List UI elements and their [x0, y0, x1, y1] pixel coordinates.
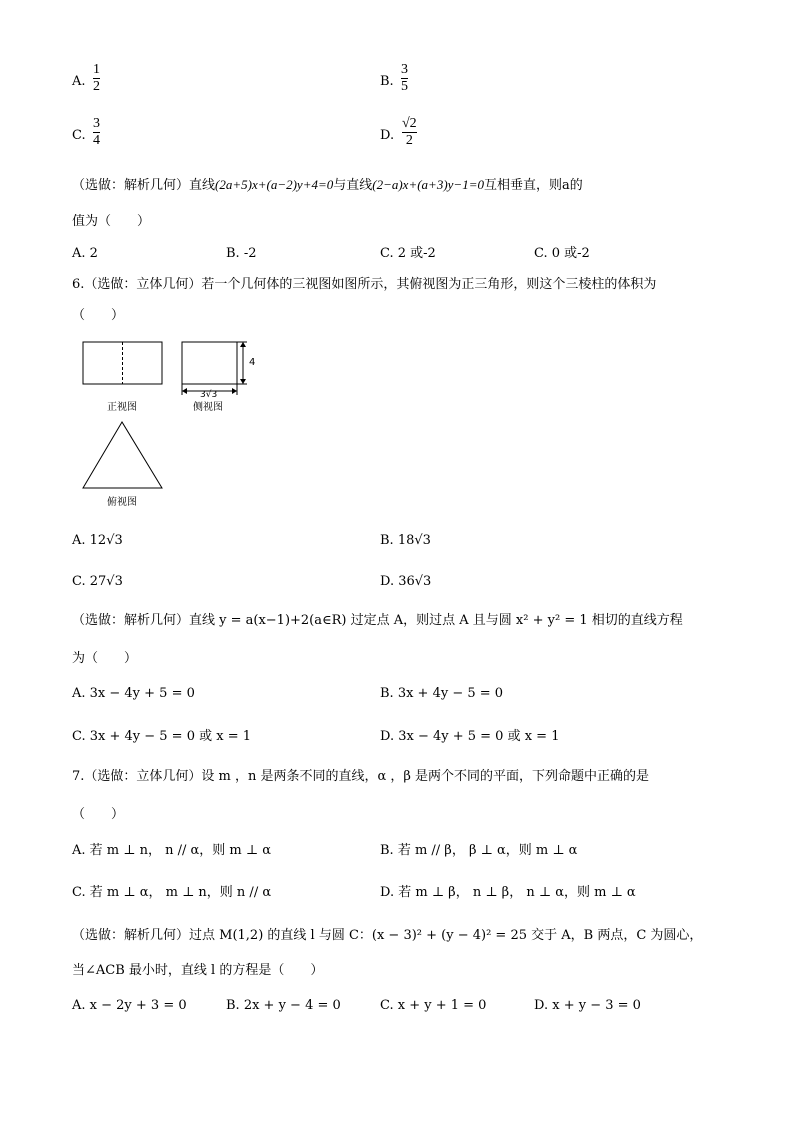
- numerator: 1: [93, 62, 100, 77]
- denominator: 2: [405, 133, 413, 148]
- question-6-option-c: C. 27√3: [72, 574, 123, 589]
- question-b-option-a: A. 2: [72, 246, 98, 261]
- question-6-stem: 6.（选做：立体几何）若一个几何体的三视图如图所示，其俯视图为正三角形，则这个三棱柱的体积为: [72, 277, 657, 292]
- question-d-option-d: D. x + y − 3 = 0: [534, 998, 641, 1013]
- question-b-option-c: C. 2 或-2: [380, 246, 436, 261]
- option-d-label: D.: [380, 128, 395, 143]
- question-7-stem-line2: （ ）: [72, 807, 125, 822]
- question-7-option-a: A. 若 m ⊥ n， n // α，则 m ⊥ α: [72, 843, 272, 858]
- numerator: √2: [402, 116, 417, 131]
- width-arrow-right: [232, 388, 237, 394]
- question-6-option-b: B. 18√3: [380, 533, 431, 548]
- option-c-label: C.: [72, 128, 86, 143]
- question-c-option-d: D. 3x − 4y + 5 = 0 或 x = 1: [380, 729, 560, 744]
- stem-suffix: 互相垂直，则a的: [483, 178, 583, 193]
- width-arrow-left: [182, 388, 187, 394]
- equation-1: (2a+5)x+(a−2)y+4=0: [215, 177, 334, 192]
- denominator: 2: [93, 79, 100, 94]
- stem-prefix: （选做：解析几何）直线: [72, 178, 216, 193]
- stem-mid: 与直线: [333, 178, 373, 193]
- question-c-option-b: B. 3x + 4y − 5 = 0: [380, 686, 504, 701]
- question-c-stem-line2: 为（ ）: [72, 651, 138, 666]
- denominator: 5: [401, 79, 408, 94]
- question-b-option-d: C. 0 或-2: [534, 246, 590, 261]
- width-label: 3√3: [200, 390, 218, 400]
- question-b-stem-line2: 值为（ ）: [72, 214, 151, 229]
- option-a-label: A.: [72, 74, 86, 89]
- numerator: 3: [93, 116, 100, 131]
- question-d-option-c: C. x + y + 1 = 0: [380, 998, 487, 1013]
- side-view-label: 侧视图: [193, 402, 223, 413]
- question-d-stem: （选做：解析几何）过点 M(1,2) 的直线 l 与圆 C：(x − 3)² + (y − 4)² = 25 交于 A，B 两点，C 为圆心，: [72, 928, 703, 943]
- question-c-stem: （选做：解析几何）直线 y = a(x−1)+2(a∈R) 过定点 A，则过点 A 且与圆 x² + y² = 1 相切的直线方程: [72, 613, 683, 628]
- option-b-label: B.: [380, 74, 394, 89]
- question-7-option-c: C. 若 m ⊥ α， m ⊥ n，则 n // α: [72, 885, 272, 900]
- top-view-label: 俯视图: [107, 497, 137, 508]
- question-d-option-b: B. 2x + y − 4 = 0: [226, 998, 341, 1013]
- numerator: 3: [401, 62, 408, 77]
- question-7-option-d: D. 若 m ⊥ β， n ⊥ β， n ⊥ α，则 m ⊥ α: [380, 885, 636, 900]
- denominator: 4: [93, 133, 100, 148]
- question-b-option-b: B. -2: [226, 246, 257, 261]
- question-6-option-a: A. 12√3: [72, 533, 123, 548]
- top-view-triangle: [83, 422, 162, 488]
- question-d-option-a: A. x − 2y + 3 = 0: [72, 998, 187, 1013]
- question-c-option-a: A. 3x − 4y + 5 = 0: [72, 686, 195, 701]
- question-7-option-b: B. 若 m // β， β ⊥ α，则 m ⊥ α: [380, 843, 578, 858]
- height-arrow-bottom: [240, 379, 246, 384]
- front-view-label: 正视图: [107, 402, 137, 413]
- question-6-option-d: D. 36√3: [380, 574, 432, 589]
- question-d-stem-line2: 当∠ACB 最小时，直线 l 的方程是（ ）: [72, 963, 324, 978]
- question-6-stem-line2: （ ）: [72, 308, 125, 323]
- question-c-option-c: C. 3x + 4y − 5 = 0 或 x = 1: [72, 729, 252, 744]
- height-arrow-top: [240, 342, 246, 347]
- side-view-rect: [182, 342, 237, 384]
- question-7-stem: 7.（选做：立体几何）设 m ，n 是两条不同的直线，α ，β 是两个不同的平面，下列命题中正确的是: [72, 769, 650, 784]
- height-label: 4: [249, 357, 256, 368]
- equation-2: (2−a)x+(a+3)y−1=0: [372, 177, 484, 192]
